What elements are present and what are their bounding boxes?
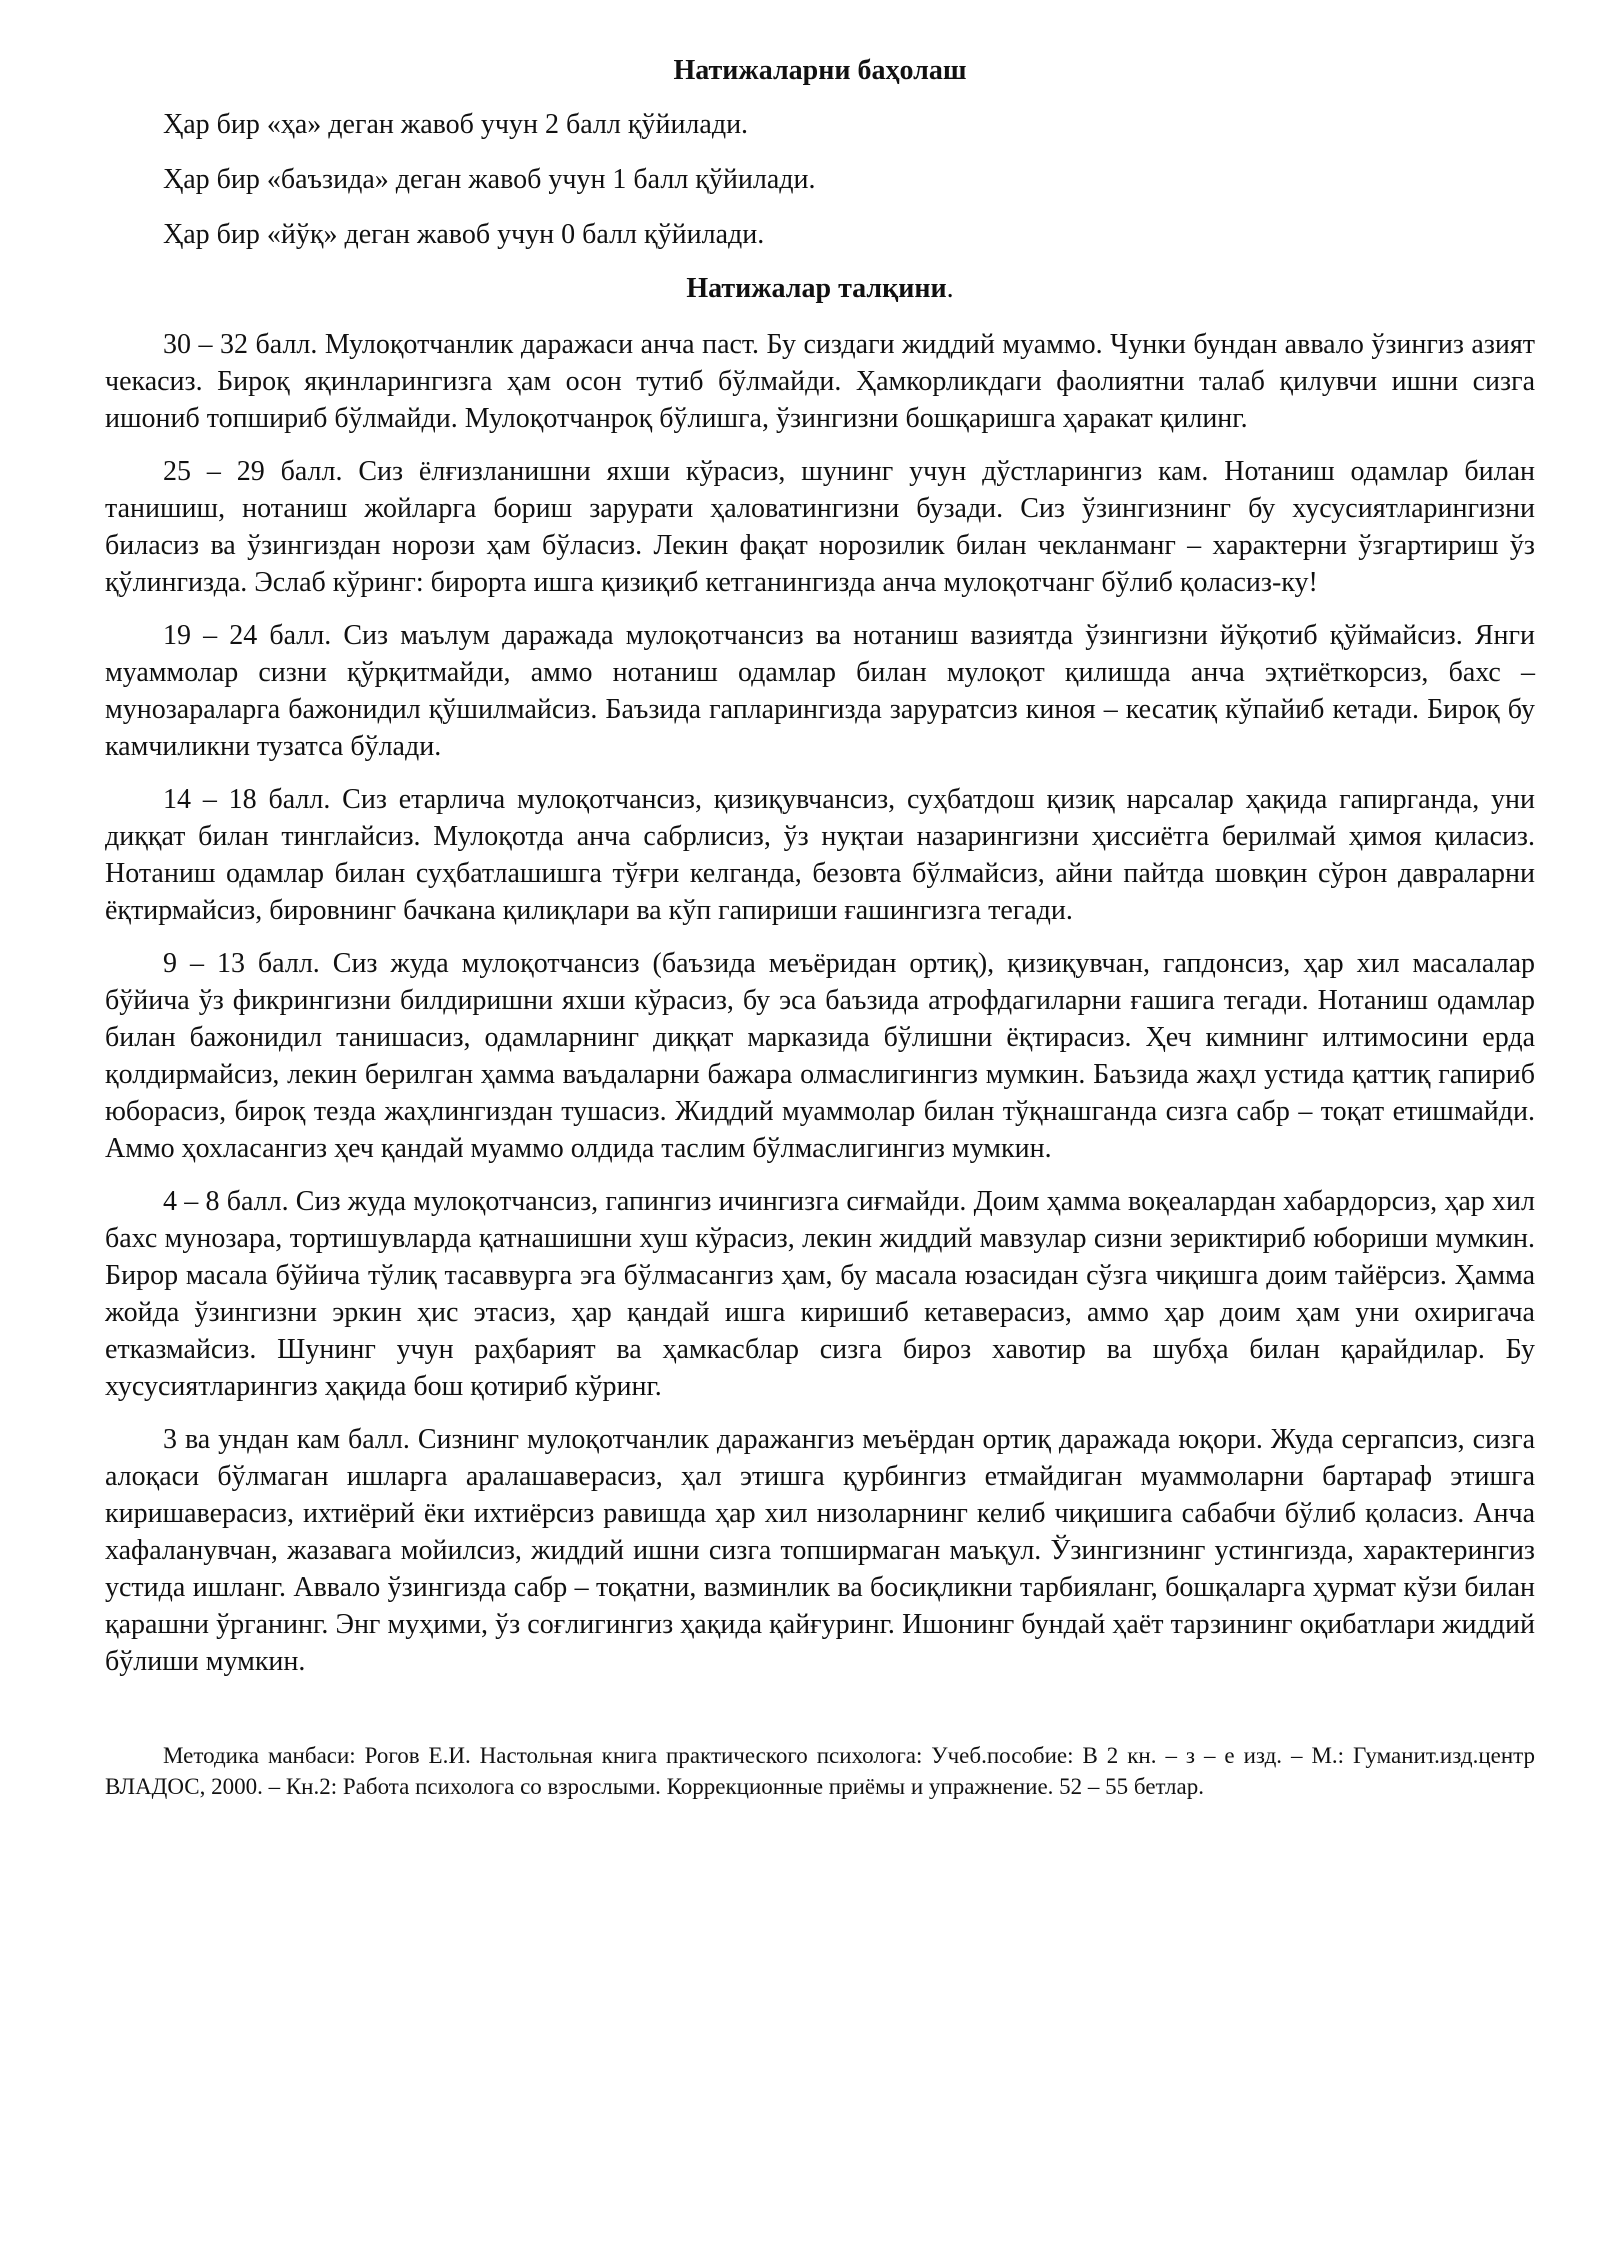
interpretation-19-24: 19 – 24 балл. Сиз маълум даражада мулоқотчансиз ва нотаниш вазиятда ўзингизни йўқотиб қўймайсиз. Янги муаммолар сизни қўрқитмайди, аммо нотаниш одамлар билан мулоқот қилишда анча эҳтиёткорсиз, бахс – мунозараларга бажонидил қўшилмайсиз. Баъзида гапларингизда заруратсиз киноя – кесатиқ кўпайиб кетади. Бироқ бу камчиликни тузатса бўлади.	[105, 620, 1535, 762]
interpretation-title-text: Натижалар талқини	[686, 273, 947, 304]
interpretation-9-13: 9 – 13 балл. Сиз жуда мулоқотчансиз (баъзида меъёридан ортиқ), қизиқувчан, гапдонсиз, ҳар хил масалалар бўйича ўз фикрингизни билдиришни яхши кўрасиз, бу эса баъзида атрофдагиларни ғашига тегади. Нотаниш одамлар билан бажонидил танишасиз, одамларнинг диққат марказида бўлишни ёқтирасиз. Ҳеч кимнинг илтимосини ерда қолдирмайсиз, лекин берилган ҳамма ваъдаларни бажара олмаслигингиз мумкин. Баъзида жаҳл устида қаттиқ гапириб юборасиз, бироқ тезда жаҳлингиздан тушасиз. Жиддий муаммолар билан тўқнашганда сизга сабр – тоқат етишмайди. Аммо ҳохласангиз ҳеч қандай муаммо олдида таслим бўлмаслигингиз мумкин.	[105, 948, 1535, 1164]
source-note: Методика манбаси: Рогов Е.И. Настольная книга практического психолога: Учеб.пособие: В 2 кн. – з – е изд. – М.: Гуманит.изд.центр ВЛАДОС, 2000. – Кн.2: Работа психолога со взрослыми. Коррекционные приёмы и упражнение. 52 – 55 бетлар.	[105, 1743, 1535, 1799]
interpretation-4-8: 4 – 8 балл. Сиз жуда мулоқотчансиз, гапингиз ичингизга сиғмайди. Доим ҳамма воқеалардан хабардорсиз, ҳар хил бахс мунозара, тортишувларда қатнашишни хуш кўрасиз, лекин жиддий мавзулар сизни зериктириб юбориши мумкин. Бирор масала бўйича тўлиқ тасаввурга эга бўлмасангиз ҳам, бу масала юзасидан сўзга чиқишга доим тайёрсиз. Ҳамма жойда ўзингизни эркин ҳис этасиз, ҳар қандай ишга киришиб кетаверасиз, аммо ҳар доим ҳам уни охиригача етказмайсиз. Шунинг учун раҳбарият ва ҳамкасблар сизга бироз хавотир ва шубҳа билан қарайдилар. Бу хусусиятларингиз ҳақида бош қотириб кўринг.	[105, 1186, 1535, 1402]
page-title: Натижаларни баҳолаш	[673, 55, 967, 86]
scoring-rule-sometimes: Ҳар бир «баъзида» деган жавоб учун 1 балл қўйилади.	[163, 164, 816, 195]
interpretation-title-dot: .	[946, 273, 954, 304]
interpretation-title	[105, 270, 1535, 307]
interpretation-3-and-less: 3 ва ундан кам балл. Сизнинг мулоқотчанлик даражангиз меъёрдан ортиқ даражада юқори. Жуда сергапсиз, сизга алоқаси бўлмаган ишларга аралашаверасиз, ҳал этишга қурбингиз етмайдиган муаммоларни бартараф этишга киришаверасиз, ихтиёрий ёки ихтиёрсиз равишда ҳар хил низоларнинг келиб чиқишига сабабчи бўлиб қоласиз. Анча хафаланувчан, жазавага мойилсиз, жиддий ишни сизга топширмаган маъқул. Ўзингизнинг устингизда, характерингиз устида ишланг. Аввало ўзингизда сабр – тоқатни, вазминлик ва босиқликни тарбияланг, бошқаларга ҳурмат кўзи билан қарашни ўрганинг. Энг муҳими, ўз соғлигингиз ҳақида қайғуринг. Ишонинг бундай ҳаёт тарзининг оқибатлари жиддий бўлиши мумкин.	[105, 1424, 1535, 1677]
interpretation-30-32: 30 – 32 балл. Мулоқотчанлик даражаси анча паст. Бу сиздаги жиддий муаммо. Чунки бундан аввало ўзингиз азият чекасиз. Бироқ яқинларингизга ҳам осон тутиб бўлмайди. Ҳамкорликдаги фаолиятни талаб қилувчи ишни сизга ишониб топшириб бўлмайди. Мулоқотчанроқ бўлишга, ўзингизни бошқаришга ҳаракат қилинг.	[105, 329, 1535, 434]
interpretation-25-29: 25 – 29 балл. Сиз ёлғизланишни яхши кўрасиз, шунинг учун дўстларингиз кам. Нотаниш одамлар билан танишиш, нотаниш жойларга бориш зарурати ҳаловатингизни бузади. Сиз ўзингизнинг бу хусусиятларингизни биласиз ва ўзингиздан норози ҳам бўласиз. Лекин фақат норозилик билан чекланманг – характерни ўзгартириш ўз қўлингизда. Эслаб кўринг: бирорта ишга қизиқиб кетганингизда анча мулоқотчанг бўлиб қоласиз-ку!	[105, 456, 1535, 598]
interpretation-14-18: 14 – 18 балл. Сиз етарлича мулоқотчансиз, қизиқувчансиз, суҳбатдош қизиқ нарсалар ҳақида гапирганда, уни диққат билан тинглайсиз. Мулоқотда анча сабрлисиз, ўз нуқтаи назарингизни ҳиссиётга берилмай ҳимоя қиласиз. Нотаниш одамлар билан суҳбатлашишга тўғри келганда, безовта бўлмайсиз, айни пайтда шовқин сўрон давраларни ёқтирмайсиз, бировнинг бачкана қилиқлари ва кўп гапириши ғашингизга тегади.	[105, 784, 1535, 926]
document-content	[105, 52, 1535, 1802]
scoring-rule-yes: Ҳар бир «ҳа» деган жавоб учун 2 балл қўйилади.	[163, 109, 749, 140]
scoring-rule-no: Ҳар бир «йўқ» деган жавоб учун 0 балл қўйилади.	[163, 219, 765, 250]
